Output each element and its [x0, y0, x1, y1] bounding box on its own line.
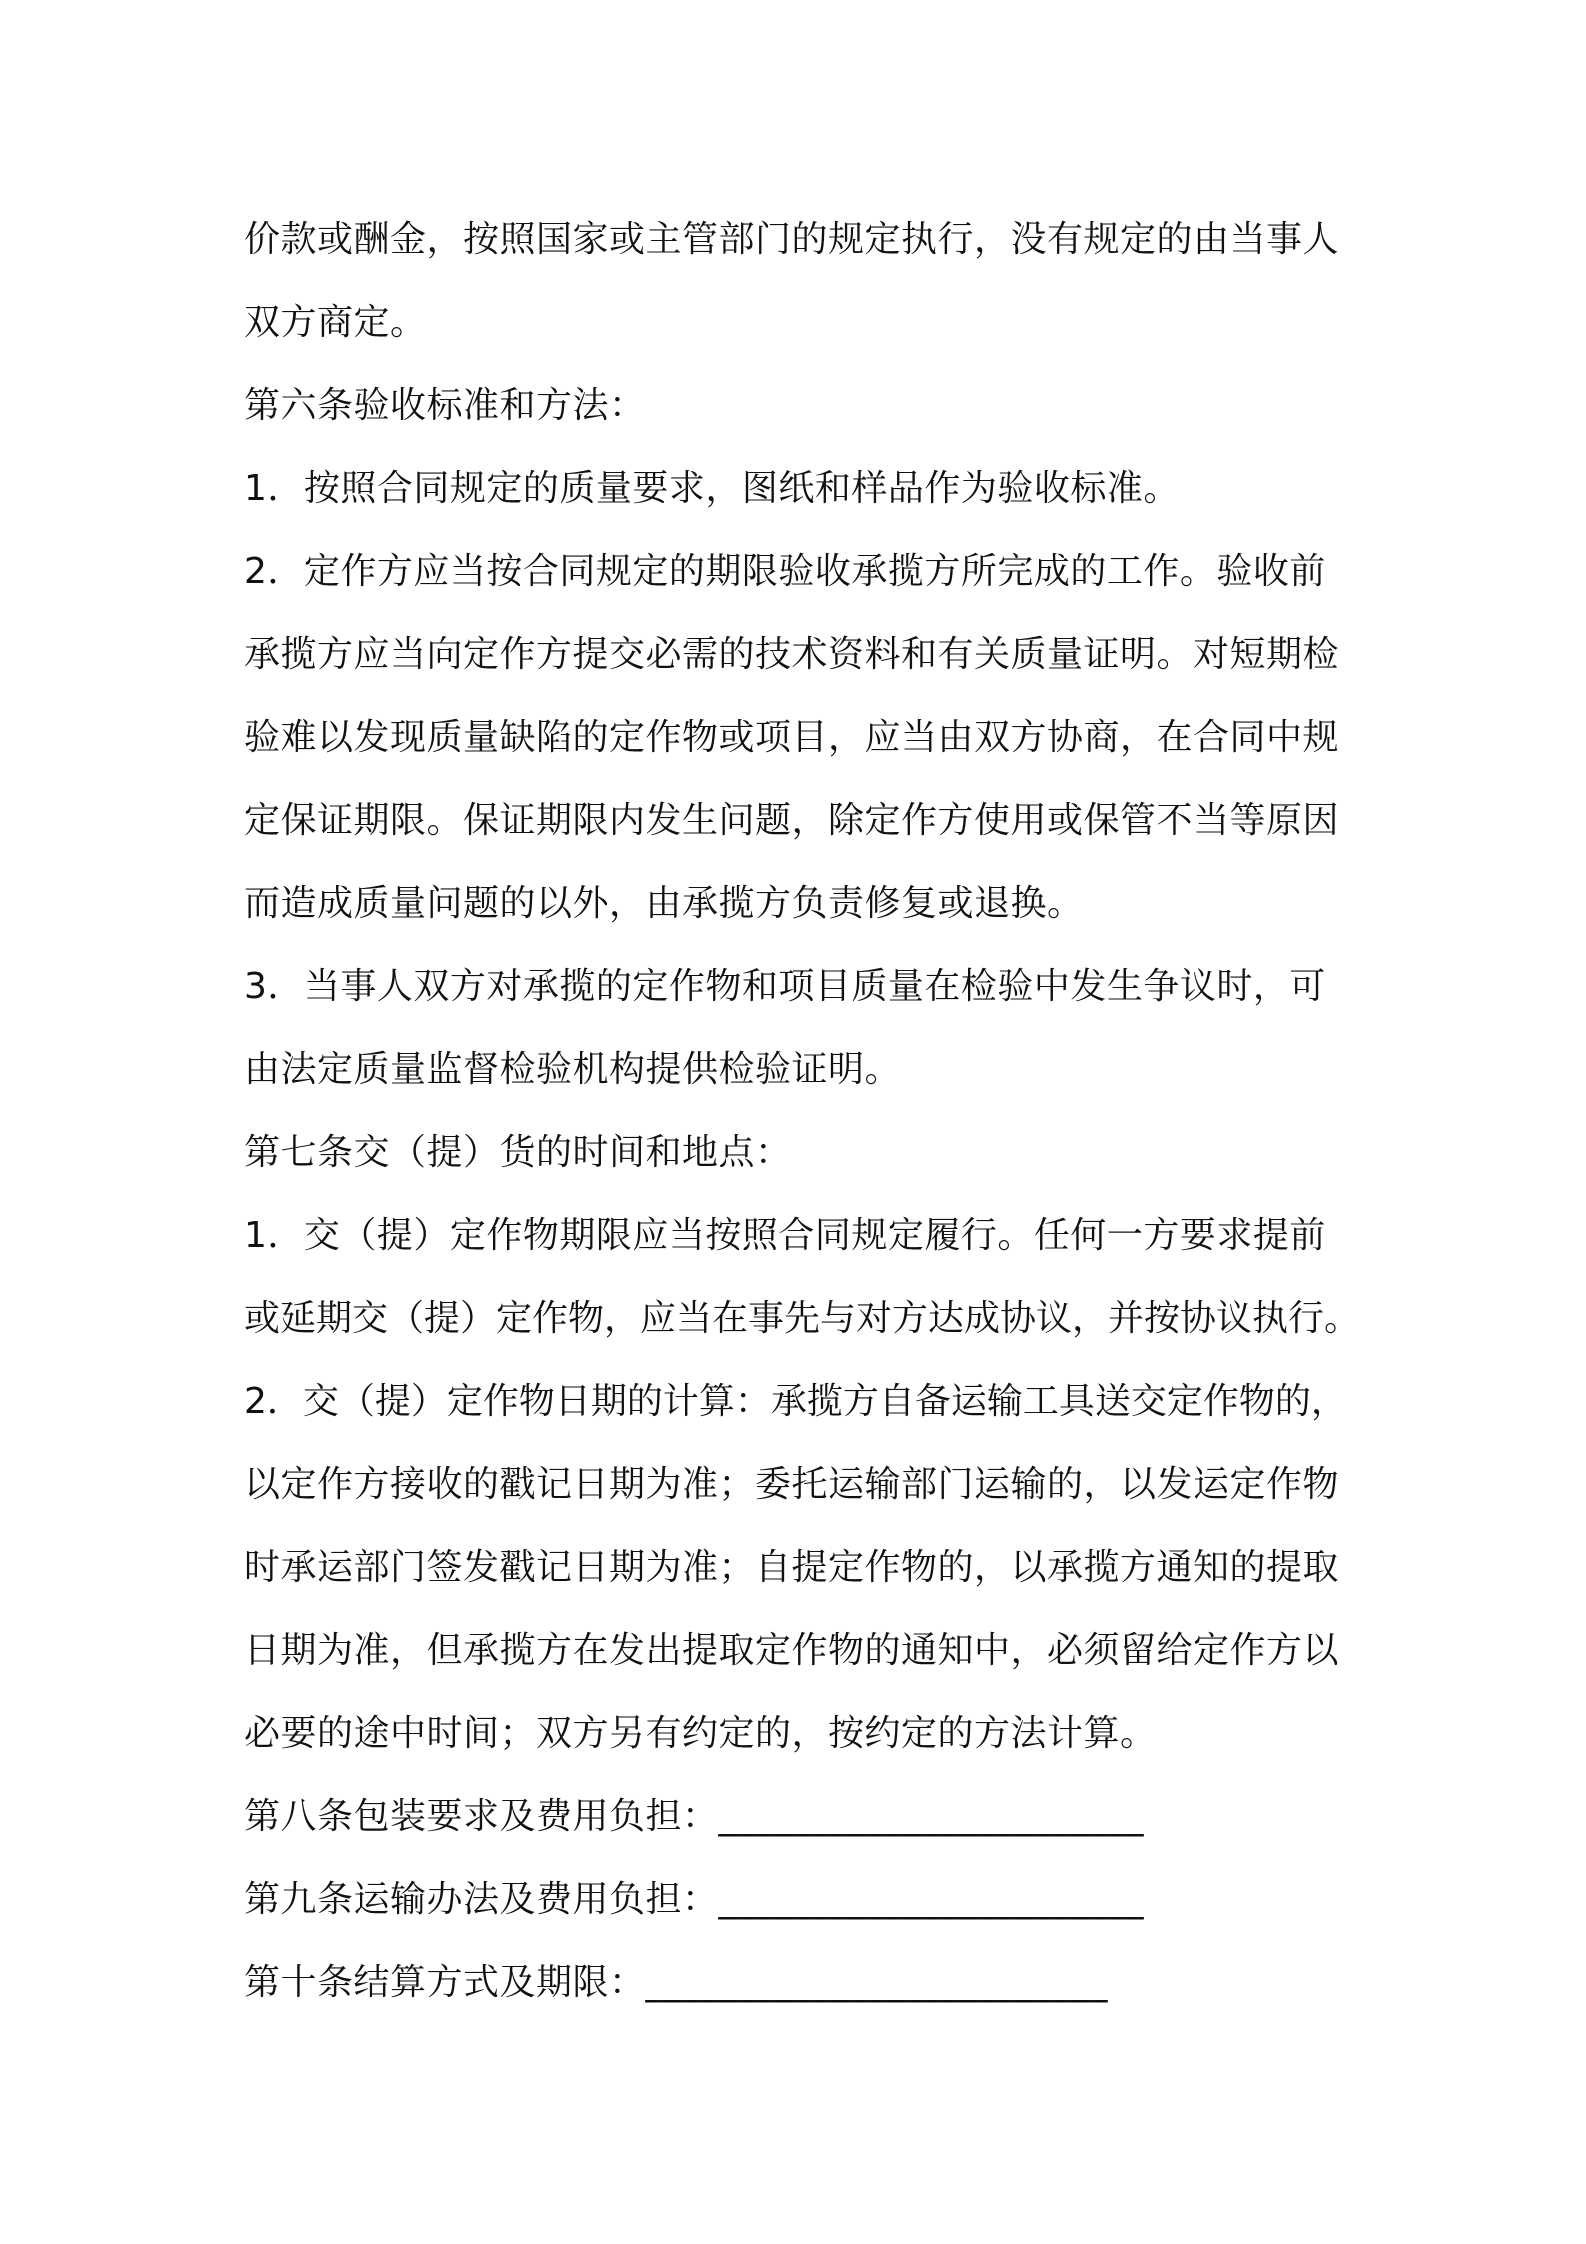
text-line-4: 1．按照合同规定的质量要求，图纸和样品作为验收标准。 [244, 468, 1180, 509]
text-line-15: 2．交（提）定作物日期的计算：承揽方自备运输工具送交定作物的， [244, 1381, 1347, 1422]
article-6-heading: 第六条验收标准和方法： [244, 385, 646, 426]
text-line-18: 日期为准，但承揽方在发出提取定作物的通知中，必须留给定作方以 [244, 1630, 1340, 1671]
text-line-11: 由法定质量监督检验机构提供检验证明。 [244, 1049, 902, 1090]
article-9-line: 第九条运输办法及费用负担：_______________________ [244, 1879, 1145, 1920]
text-line-14: 或延期交（提）定作物，应当在事先与对方达成协议，并按协议执行。 [244, 1298, 1361, 1339]
text-line-10: 3．当事人双方对承揽的定作物和项目质量在检验中发生争议时，可 [244, 966, 1326, 1007]
text-line-16: 以定作方接收的戳记日期为准；委托运输部门运输的，以发运定作物 [244, 1464, 1340, 1505]
text-line-19: 必要的途中时间；双方另有约定的，按约定的方法计算。 [244, 1713, 1157, 1754]
text-line-2: 双方商定。 [244, 302, 427, 343]
text-line-1: 价款或酬金，按照国家或主管部门的规定执行，没有规定的由当事人 [244, 219, 1340, 260]
text-line-6: 承揽方应当向定作方提交必需的技术资料和有关质量证明。对短期检 [244, 634, 1340, 675]
text-line-5: 2．定作方应当按合同规定的期限验收承揽方所完成的工作。验收前 [244, 551, 1326, 592]
text-line-13: 1．交（提）定作物期限应当按照合同规定履行。任何一方要求提前 [244, 1215, 1326, 1256]
document-body [244, 198, 1374, 2024]
text-line-17: 时承运部门签发戳记日期为准；自提定作物的，以承揽方通知的提取 [244, 1547, 1340, 1588]
article-10-line: 第十条结算方式及期限：_________________________ [244, 1962, 1109, 2003]
text-line-8: 定保证期限。保证期限内发生问题，除定作方使用或保管不当等原因 [244, 800, 1340, 841]
article-7-heading: 第七条交（提）货的时间和地点： [244, 1132, 792, 1173]
text-line-7: 验难以发现质量缺陷的定作物或项目，应当由双方协商，在合同中规 [244, 717, 1340, 758]
text-line-9: 而造成质量问题的以外，由承揽方负责修复或退换。 [244, 883, 1084, 924]
article-8-line: 第八条包装要求及费用负担：_______________________ [244, 1796, 1145, 1837]
